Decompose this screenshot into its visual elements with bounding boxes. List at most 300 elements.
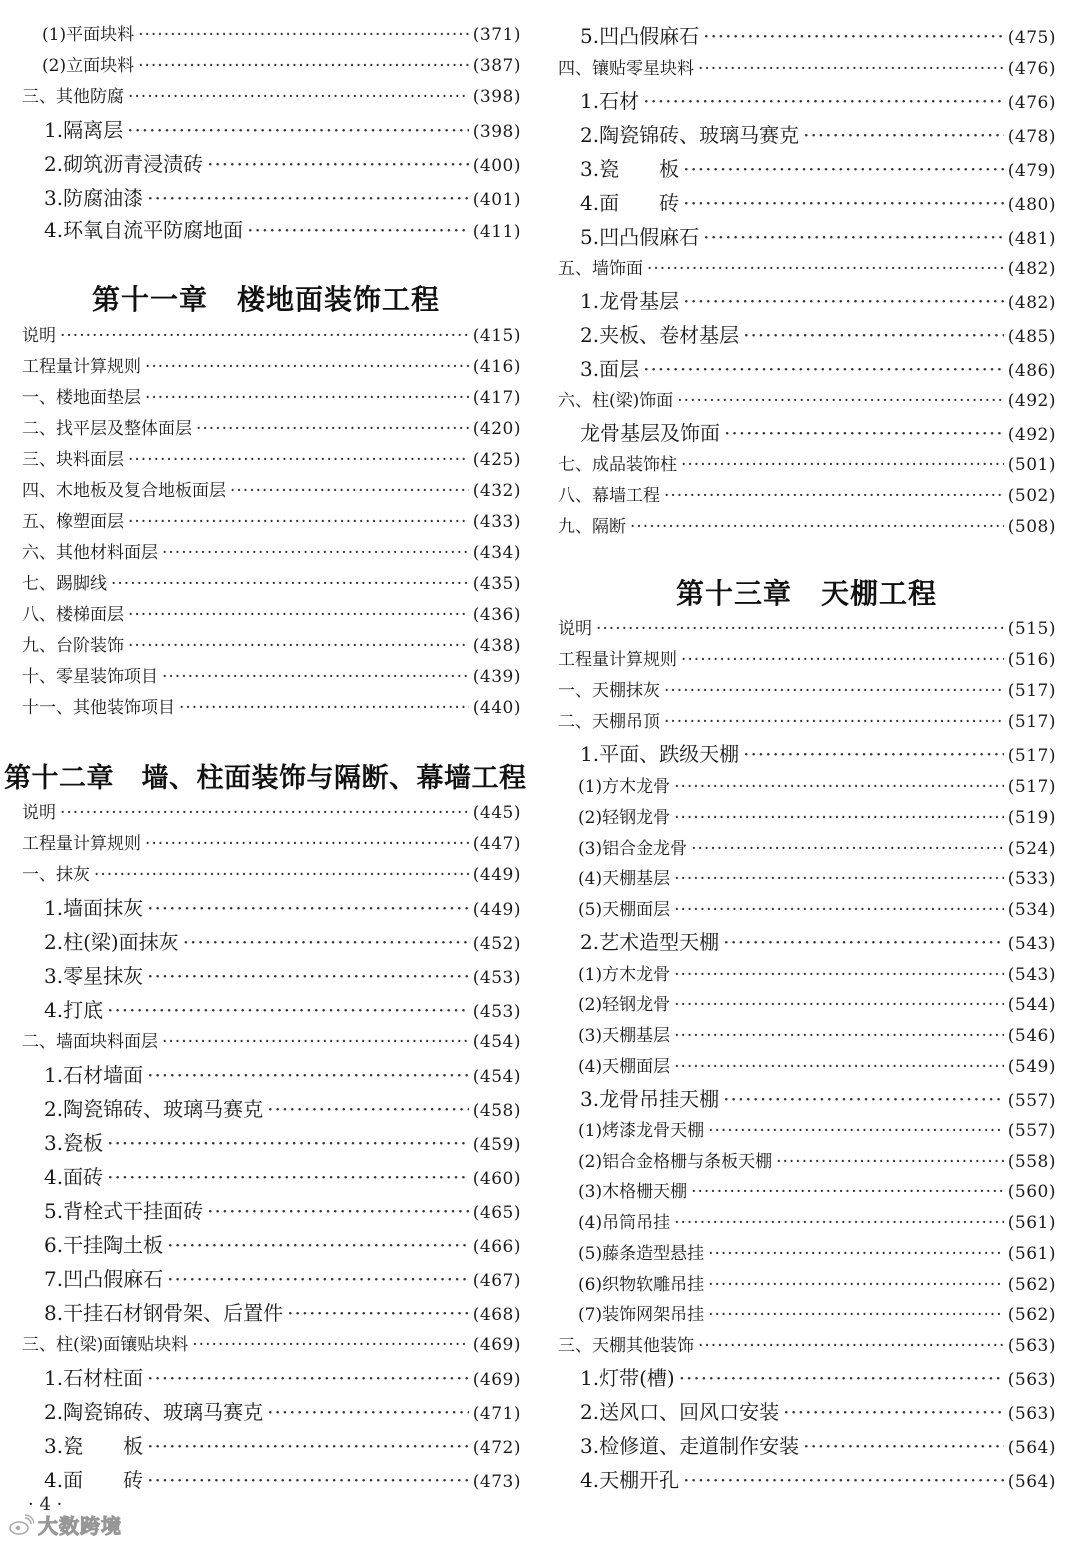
dot-leader: [183, 930, 469, 954]
toc-entry[interactable]: [558, 1331, 1056, 1356]
dot-leader: [743, 323, 1004, 347]
toc-entry-label: 二、墙面块料面层: [22, 1032, 158, 1052]
toc-entry-label: (2)轻钢龙骨: [578, 995, 671, 1015]
toc-entry-label: 1.龙骨基层: [580, 289, 680, 313]
toc-entry-page: (516): [1007, 650, 1056, 670]
toc-entry-label: 八、幕墙工程: [558, 486, 660, 506]
toc-entry-label: (3)木格栅天棚: [578, 1182, 688, 1202]
toc-entry[interactable]: [22, 600, 521, 625]
toc-entry[interactable]: [558, 895, 1056, 920]
toc-entry-label: 二、天棚吊顶: [558, 712, 660, 732]
toc-entry[interactable]: [22, 892, 521, 921]
toc-entry-label: (4)天棚面层: [578, 1057, 671, 1077]
toc-entry[interactable]: [558, 187, 1056, 216]
toc-entry[interactable]: [22, 1161, 521, 1190]
dot-leader: [147, 1468, 469, 1492]
toc-entry-label: 5.凹凸假麻石: [580, 225, 700, 249]
toc-entry-label: 4.打底: [44, 998, 104, 1022]
toc-entry[interactable]: [22, 1229, 521, 1258]
toc-entry[interactable]: [22, 1464, 521, 1493]
toc-entry[interactable]: [558, 386, 1056, 411]
toc-entry-label: 2.夹板、卷材基层: [580, 323, 740, 347]
toc-entry-label: 1.石材柱面: [44, 1366, 144, 1390]
toc-entry-page: (460): [472, 1169, 521, 1189]
toc-entry-page: (563): [1007, 1370, 1056, 1390]
toc-entry-label: 八、楼梯面层: [22, 605, 124, 625]
dot-leader: [723, 930, 1004, 954]
toc-entry[interactable]: [22, 148, 521, 177]
toc-entry-label: 5.背栓式干挂面砖: [44, 1199, 204, 1223]
toc-entry-page: (432): [472, 481, 521, 501]
dot-leader: [147, 964, 469, 988]
toc-entry-label: 说明: [22, 326, 56, 346]
toc-entry-page: (434): [472, 543, 521, 563]
dot-leader: [674, 965, 1004, 985]
dot-leader: [803, 1434, 1004, 1458]
toc-entry-page: (560): [1007, 1182, 1056, 1202]
toc-entry-label: (2)轻钢龙骨: [578, 808, 671, 828]
toc-entry[interactable]: [22, 798, 521, 823]
toc-entry-label: (3)天棚基层: [578, 1026, 671, 1046]
toc-entry-label: (2)立面块料: [42, 56, 135, 76]
toc-entry[interactable]: [558, 221, 1056, 250]
toc-entry-page: (473): [472, 1472, 521, 1492]
toc-entry[interactable]: [558, 54, 1056, 79]
toc-entry-page: (416): [472, 357, 521, 377]
dot-leader: [674, 869, 1004, 889]
toc-entry-page: (517): [1007, 746, 1056, 766]
toc-entry[interactable]: [558, 1300, 1056, 1325]
toc-entry[interactable]: [558, 990, 1056, 1015]
toc-entry-page: (517): [1007, 777, 1056, 797]
toc-entry-page: (417): [472, 388, 521, 408]
toc-entry-page: (476): [1007, 93, 1056, 113]
toc-entry[interactable]: [558, 1021, 1056, 1046]
toc-entry-page: (563): [1007, 1404, 1056, 1424]
toc-entry-label: 1.灯带(槽): [580, 1366, 675, 1390]
toc-entry[interactable]: [558, 119, 1056, 148]
toc-entry-page: (492): [1007, 391, 1056, 411]
dot-leader: [287, 1301, 469, 1325]
toc-entry-page: (517): [1007, 681, 1056, 701]
dot-leader: [207, 152, 469, 176]
toc-entry-page: (546): [1007, 1026, 1056, 1046]
dot-leader: [147, 1434, 469, 1458]
toc-entry[interactable]: [22, 1195, 521, 1224]
dot-leader: [192, 1335, 469, 1355]
dot-leader: [643, 357, 1004, 381]
dot-leader: [683, 1468, 1004, 1492]
toc-entry-page: (454): [472, 1032, 521, 1052]
toc-entry-page: (478): [1007, 127, 1056, 147]
toc-entry-label: 3.检修道、走道制作安装: [580, 1434, 800, 1458]
toc-entry[interactable]: [558, 85, 1056, 114]
toc-entry[interactable]: [558, 960, 1056, 985]
toc-entry[interactable]: [558, 1177, 1056, 1202]
toc-entry-label: 二、找平层及整体面层: [22, 419, 192, 439]
toc-entry-label: 1.石材墙面: [44, 1063, 144, 1087]
toc-entry[interactable]: [22, 1396, 521, 1425]
dot-leader: [127, 118, 469, 142]
toc-entry[interactable]: [22, 214, 521, 243]
dot-leader: [147, 1063, 469, 1087]
dot-leader: [708, 1121, 1004, 1141]
toc-entry[interactable]: [22, 1093, 521, 1122]
toc-entry-page: (544): [1007, 995, 1056, 1015]
toc-entry-page: (454): [472, 1067, 521, 1087]
watermark: [8, 1510, 122, 1539]
dot-leader: [708, 1275, 1004, 1295]
toc-entry-label: 五、橡塑面层: [22, 512, 124, 532]
dot-leader: [724, 421, 1004, 445]
toc-entry[interactable]: [22, 82, 521, 107]
toc-entry[interactable]: [558, 1147, 1056, 1172]
toc-entry-label: 7.凹凸假麻石: [44, 1267, 164, 1291]
toc-entry[interactable]: [558, 153, 1056, 182]
toc-entry-page: (472): [472, 1438, 521, 1458]
dot-leader: [138, 56, 469, 76]
toc-entry-page: (479): [1007, 161, 1056, 181]
toc-entry-page: (439): [472, 667, 521, 687]
toc-entry-page: (485): [1007, 327, 1056, 347]
toc-entry[interactable]: [22, 51, 521, 76]
toc-entry[interactable]: [22, 1362, 521, 1391]
toc-entry[interactable]: [558, 1464, 1056, 1493]
toc-entry-page: (415): [472, 326, 521, 346]
toc-entry[interactable]: [22, 569, 521, 594]
dot-leader: [776, 1152, 1004, 1172]
toc-entry-page: (557): [1007, 1121, 1056, 1141]
toc-entry-page: (558): [1007, 1152, 1056, 1172]
dot-leader: [162, 1032, 469, 1052]
toc-entry[interactable]: [558, 926, 1056, 955]
dot-leader: [803, 123, 1004, 147]
toc-entry-label: 3.瓷板: [44, 1131, 104, 1155]
dot-leader: [147, 186, 469, 210]
toc-entry-label: 十一、其他装饰项目: [22, 698, 175, 718]
dot-leader: [145, 834, 469, 854]
toc-entry-page: (445): [472, 803, 521, 823]
toc-entry[interactable]: [558, 417, 1056, 446]
toc-entry[interactable]: [558, 450, 1056, 475]
toc-entry[interactable]: [22, 321, 521, 346]
toc-entry[interactable]: [22, 414, 521, 439]
toc-entry-page: (453): [472, 1002, 521, 1022]
toc-entry[interactable]: [558, 1083, 1056, 1112]
toc-entry-page: (557): [1007, 1091, 1056, 1111]
toc-entry-label: (5)天棚面层: [578, 900, 671, 920]
watermark-text: 大数跨境: [38, 1514, 122, 1538]
dot-leader: [94, 865, 469, 885]
dot-leader: [267, 1097, 469, 1121]
toc-entry-page: (492): [1007, 425, 1056, 445]
dot-leader: [647, 259, 1004, 279]
toc-entry-page: (476): [1007, 59, 1056, 79]
toc-entry-page: (562): [1007, 1305, 1056, 1325]
toc-entry-label: 4.面 砖: [580, 191, 680, 215]
toc-entry-page: (563): [1007, 1336, 1056, 1356]
toc-entry-label: 工程量计算规则: [22, 357, 141, 377]
toc-entry[interactable]: [22, 1330, 521, 1355]
toc-entry-label: 1.墙面抹灰: [44, 896, 144, 920]
toc-entry-label: 三、天棚其他装饰: [558, 1336, 694, 1356]
toc-entry[interactable]: [22, 693, 521, 718]
toc-entry-label: 五、墙饰面: [558, 259, 643, 279]
toc-entry[interactable]: [22, 994, 521, 1023]
toc-entry-label: 三、其他防腐: [22, 87, 124, 107]
dot-leader: [162, 667, 469, 687]
toc-entry-label: 一、天棚抹灰: [558, 681, 660, 701]
toc-entry-page: (501): [1007, 455, 1056, 475]
dot-leader: [698, 59, 1004, 79]
dot-leader: [107, 998, 469, 1022]
toc-entry[interactable]: [22, 1430, 521, 1459]
toc-entry[interactable]: [558, 834, 1056, 859]
toc-entry-label: 8.干挂石材钢骨架、后置件: [44, 1301, 284, 1325]
toc-entry-page: (449): [472, 865, 521, 885]
toc-entry-label: (1)方木龙骨: [578, 777, 671, 797]
toc-entry-page: (564): [1007, 1472, 1056, 1492]
toc-entry-page: (453): [472, 968, 521, 988]
page-number: · 4 ·: [28, 1494, 63, 1515]
toc-entry[interactable]: [558, 1430, 1056, 1459]
toc-entry[interactable]: [22, 383, 521, 408]
toc-entry[interactable]: [22, 1127, 521, 1156]
toc-entry[interactable]: [558, 353, 1056, 382]
dot-leader: [683, 191, 1004, 215]
toc-entry[interactable]: [22, 445, 521, 470]
toc-entry-label: 六、柱(梁)饰面: [558, 391, 674, 411]
toc-entry[interactable]: [22, 926, 521, 955]
toc-entry[interactable]: [558, 1396, 1056, 1425]
toc-entry-page: (466): [472, 1237, 521, 1257]
toc-entry-page: (398): [472, 122, 521, 142]
toc-entry[interactable]: [22, 538, 521, 563]
dot-leader: [230, 481, 469, 501]
dot-leader: [743, 742, 1004, 766]
toc-entry[interactable]: [22, 960, 521, 989]
toc-entry[interactable]: [22, 829, 521, 854]
toc-entry[interactable]: [558, 864, 1056, 889]
toc-entry[interactable]: [22, 1059, 521, 1088]
toc-entry[interactable]: [22, 476, 521, 501]
dot-leader: [167, 1267, 469, 1291]
dot-leader: [196, 419, 469, 439]
toc-entry-label: 3.面层: [580, 357, 640, 381]
toc-entry-label: 说明: [558, 619, 592, 639]
dot-leader: [698, 1336, 1004, 1356]
dot-leader: [681, 455, 1004, 475]
toc-entry-label: 3.瓷 板: [580, 157, 680, 181]
dot-leader: [630, 517, 1004, 537]
toc-entry-page: (440): [472, 698, 521, 718]
dot-leader: [596, 619, 1004, 639]
dot-leader: [674, 995, 1004, 1015]
toc-entry-label: 3.零星抹灰: [44, 964, 144, 988]
toc-entry-page: (459): [472, 1135, 521, 1155]
toc-entry-page: (564): [1007, 1438, 1056, 1458]
toc-entry-page: (468): [472, 1305, 521, 1325]
toc-entry[interactable]: [558, 1052, 1056, 1077]
toc-entry-label: (2)铝合金格栅与条板天棚: [578, 1152, 773, 1172]
toc-entry-label: 2.陶瓷锦砖、玻璃马赛克: [44, 1097, 264, 1121]
toc-entry-label: 3.防腐油漆: [44, 186, 144, 210]
toc-entry[interactable]: [22, 1263, 521, 1292]
toc-entry[interactable]: [22, 1027, 521, 1052]
toc-entry-page: (534): [1007, 900, 1056, 920]
toc-entry-label: 说明: [22, 803, 56, 823]
dot-leader: [703, 225, 1004, 249]
dot-leader: [147, 896, 469, 920]
toc-entry[interactable]: [22, 1297, 521, 1326]
dot-leader: [145, 388, 469, 408]
toc-entry-page: (515): [1007, 619, 1056, 639]
toc-entry-page: (543): [1007, 934, 1056, 954]
toc-entry-label: 4.面砖: [44, 1165, 104, 1189]
toc-entry[interactable]: [558, 285, 1056, 314]
toc-entry[interactable]: [22, 114, 521, 143]
toc-entry-page: (371): [472, 25, 521, 45]
toc-entry-label: 2.柱(梁)面抹灰: [44, 930, 179, 954]
chapter-13-heading: 第十三章 天棚工程: [676, 577, 938, 610]
dot-leader: [107, 1131, 469, 1155]
toc-entry-label: 4.环氧自流平防腐地面: [44, 218, 244, 242]
toc-entry-label: 2.陶瓷锦砖、玻璃马赛克: [44, 1400, 264, 1424]
toc-entry-label: 4.面 砖: [44, 1468, 144, 1492]
toc-entry[interactable]: [558, 254, 1056, 279]
toc-entry-page: (475): [1007, 28, 1056, 48]
dot-leader: [783, 1400, 1004, 1424]
toc-entry-label: (3)铝合金龙骨: [578, 839, 688, 859]
toc-entry[interactable]: [558, 676, 1056, 701]
toc-entry-label: 2.陶瓷锦砖、玻璃马赛克: [580, 123, 800, 147]
dot-leader: [138, 25, 469, 45]
toc-entry[interactable]: [22, 662, 521, 687]
toc-entry-page: (502): [1007, 486, 1056, 506]
toc-entry[interactable]: [22, 631, 521, 656]
toc-entry-label: (4)吊筒吊挂: [578, 1213, 671, 1233]
dot-leader: [167, 1233, 469, 1257]
toc-entry[interactable]: [558, 614, 1056, 639]
toc-entry-label: 工程量计算规则: [22, 834, 141, 854]
toc-entry-page: (471): [472, 1404, 521, 1424]
toc-entry-page: (508): [1007, 517, 1056, 537]
dot-leader: [708, 1305, 1004, 1325]
toc-entry-page: (435): [472, 574, 521, 594]
toc-entry[interactable]: [558, 1116, 1056, 1141]
toc-entry[interactable]: [558, 1270, 1056, 1295]
toc-entry-label: (5)藤条造型悬挂: [578, 1244, 705, 1264]
toc-entry-page: (420): [472, 419, 521, 439]
toc-entry-page: (482): [1007, 259, 1056, 279]
dot-leader: [723, 1087, 1004, 1111]
dot-leader: [60, 803, 469, 823]
toc-entry-label: (1)方木龙骨: [578, 965, 671, 985]
toc-entry-label: (1)烤漆龙骨天棚: [578, 1121, 705, 1141]
toc-entry-page: (449): [472, 900, 521, 920]
toc-entry-page: (387): [472, 56, 521, 76]
toc-entry-label: 七、踢脚线: [22, 574, 107, 594]
toc-entry[interactable]: [558, 645, 1056, 670]
toc-entry[interactable]: [22, 352, 521, 377]
toc-entry-page: (401): [472, 190, 521, 210]
toc-entry[interactable]: [558, 803, 1056, 828]
toc-entry[interactable]: [22, 182, 521, 211]
toc-entry-label: 十、零星装饰项目: [22, 667, 158, 687]
toc-entry[interactable]: [558, 1362, 1056, 1391]
dot-leader: [674, 808, 1004, 828]
toc-entry-page: (517): [1007, 712, 1056, 732]
toc-entry-label: 1.石材: [580, 89, 640, 113]
toc-entry[interactable]: [558, 512, 1056, 537]
dot-leader: [147, 1366, 469, 1390]
toc-entry-page: (447): [472, 834, 521, 854]
toc-entry[interactable]: [22, 20, 521, 45]
dot-leader: [664, 712, 1004, 732]
dot-leader: [674, 900, 1004, 920]
dot-leader: [145, 357, 469, 377]
toc-entry-page: (467): [472, 1271, 521, 1291]
toc-entry-page: (400): [472, 156, 521, 176]
toc-entry[interactable]: [22, 860, 521, 885]
toc-entry-label: 一、抹灰: [22, 865, 90, 885]
chapter-12-heading: 第十二章 墙、柱面装饰与隔断、幕墙工程: [4, 763, 527, 794]
dot-leader: [679, 1366, 1004, 1390]
toc-entry-label: 3.瓷 板: [44, 1434, 144, 1458]
toc-entry-label: 九、隔断: [558, 517, 626, 537]
toc-entry[interactable]: [558, 319, 1056, 348]
toc-entry[interactable]: [22, 507, 521, 532]
toc-entry-label: 2.艺术造型天棚: [580, 930, 720, 954]
toc-entry-label: 一、楼地面垫层: [22, 388, 141, 408]
toc-entry-label: 三、块料面层: [22, 450, 124, 470]
toc-entry[interactable]: [558, 772, 1056, 797]
dot-leader: [674, 1213, 1004, 1233]
toc-entry-page: (519): [1007, 808, 1056, 828]
dot-leader: [703, 24, 1004, 48]
dot-leader: [681, 650, 1004, 670]
toc-entry-page: (480): [1007, 195, 1056, 215]
toc-entry[interactable]: [558, 1239, 1056, 1264]
toc-entry-page: (486): [1007, 361, 1056, 381]
dot-leader: [691, 839, 1004, 859]
toc-entry-page: (469): [472, 1370, 521, 1390]
dot-leader: [111, 574, 469, 594]
weibo-logo-icon: [8, 1514, 34, 1536]
toc-entry-page: (549): [1007, 1057, 1056, 1077]
dot-leader: [162, 543, 469, 563]
toc-entry-page: (465): [472, 1203, 521, 1223]
toc-entry-label: 龙骨基层及饰面: [580, 421, 720, 445]
dot-leader: [60, 326, 469, 346]
toc-entry-label: 四、木地板及复合地板面层: [22, 481, 226, 501]
toc-entry-label: 4.天棚开孔: [580, 1468, 680, 1492]
toc-entry[interactable]: [558, 20, 1056, 49]
dot-leader: [708, 1244, 1004, 1264]
dot-leader: [664, 486, 1004, 506]
toc-entry[interactable]: [558, 481, 1056, 506]
dot-leader: [128, 605, 469, 625]
dot-leader: [179, 698, 469, 718]
toc-entry-page: (533): [1007, 869, 1056, 889]
toc-entry-label: 2.砌筑沥青浸渍砖: [44, 152, 204, 176]
toc-entry[interactable]: [558, 707, 1056, 732]
toc-entry[interactable]: [558, 738, 1056, 767]
toc-entry[interactable]: [558, 1208, 1056, 1233]
toc-entry-page: (561): [1007, 1213, 1056, 1233]
toc-entry-label: 六、其他材料面层: [22, 543, 158, 563]
toc-entry-page: (561): [1007, 1244, 1056, 1264]
